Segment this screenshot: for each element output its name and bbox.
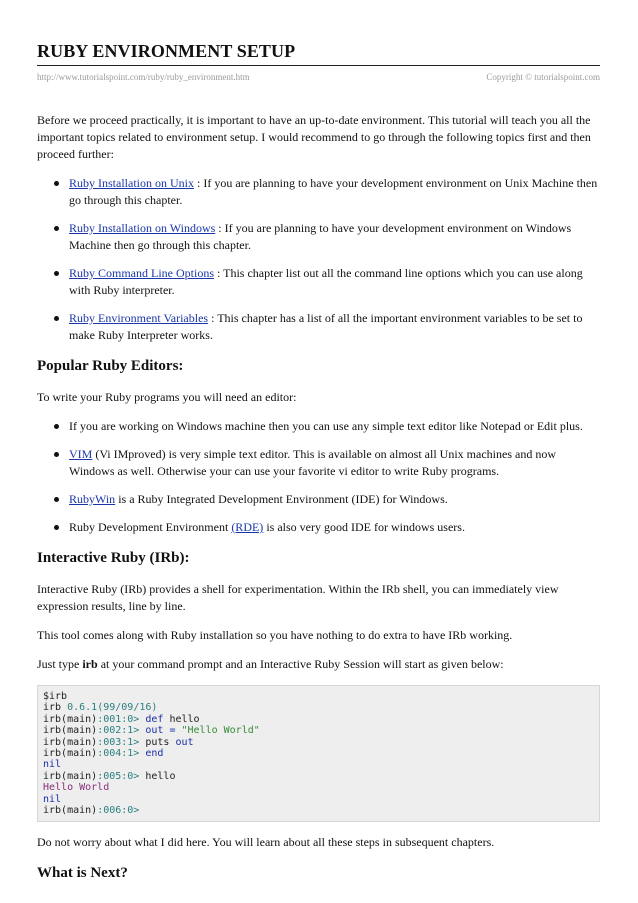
document-body [37,112,600,896]
irb-paragraph-1: Interactive Ruby (IRb) provides a shell for experimentation. Within the IRb shell, you can immediately view expression results, line by line. [37,582,559,613]
code-token: hello [139,770,176,782]
list-item-text: Ruby Development Environment [69,520,232,534]
list-item-text: : If you are planning to have your development environment on Unix Machine then go through this chapter. [69,176,598,207]
irb-code-block [37,685,600,822]
source-url: http://www.tutorialspoint.com/ruby/ruby_environment.htm [37,72,250,82]
irb-paragraph-2: This tool comes along with Ruby installation so you have nothing to do extra to have IRb working. [37,628,513,642]
list-item-text: is a Ruby Integrated Development Environment (IDE) for Windows. [115,492,448,506]
text-span: Just type [37,657,83,671]
link-ruby-environment-variables[interactable]: Ruby Environment Variables [69,311,209,325]
code-token: "Hello World" [181,725,260,737]
bullet-icon [54,271,59,276]
bullet-icon [54,181,59,186]
copyright-notice: Copyright © tutorialspoint.com [486,72,600,82]
list-item-text: (Vi IMproved) is very simple text editor. This is available on almost all Unix machines and now Windows as well. Otherwise your can use your favorite vi editor to write Ruby programs. [69,447,556,478]
code-token: puts [139,736,176,748]
link-vim[interactable]: VIM [69,447,93,461]
list-item-text: : If you are planning to have your development environment on Windows Machine then go through this chapter. [69,221,572,252]
list-item-text: is also very good IDE for windows users. [263,520,465,534]
list-item-text: : This chapter has a list of all the important environment variables to be set to make Ruby Interpreter works. [69,311,583,342]
link-ruby-installation-unix[interactable]: Ruby Installation on Unix [69,176,194,190]
code-line: nil [43,759,62,771]
heading-interactive-ruby: Interactive Ruby (IRb): [37,550,190,566]
list-item [37,446,600,480]
list-item [37,491,600,508]
title-divider [37,65,600,66]
list-item-text: : This chapter list out all the command line options which you can use along with Ruby interpreter. [69,266,583,297]
bullet-icon [54,316,59,321]
code-token: out [175,736,194,748]
list-item [37,265,600,299]
list-item [37,519,600,536]
code-token: :003:1> [97,736,140,748]
bullet-icon [54,226,59,231]
code-token: :004:1> [97,748,140,760]
link-rde[interactable]: (RDE) [231,520,264,534]
heading-what-is-next: What is Next? [37,865,128,882]
after-code-paragraph: Do not worry about what I did here. You will learn about all these steps in subsequent chapters. [37,835,495,850]
text-span: at your command prompt and an Interactive Ruby Session will start as given below: [97,657,504,671]
bullet-icon [54,424,59,429]
code-token: def [139,713,164,725]
link-rubywin[interactable]: RubyWin [69,492,116,506]
intro-paragraph: Before we proceed practically, it is important to have an up-to-date environment. This tutorial will teach you all the important topics related to environment setup. I would recommend to go through the following topics first and then proceed further: [37,113,591,161]
heading-popular-editors: Popular Ruby Editors: [37,358,184,374]
code-token: 0.6.1(99/09/16) [67,702,158,714]
code-token: irb(main) [43,725,98,737]
irb-paragraph-3 [37,656,600,673]
list-item [37,175,600,209]
page-title: RUBY ENVIRONMENT SETUP [37,41,296,61]
code-token: irb [43,702,68,714]
code-line: nil [43,793,62,805]
code-token: hello [163,713,200,725]
code-line: $irb [43,691,68,702]
list-item-text: If you are working on Windows machine then you can use any simple text editor like Notepad or Edit plus. [69,419,583,433]
list-item [37,310,600,344]
code-token: irb(main) [43,805,98,817]
code-token: irb(main) [43,770,98,782]
code-token: :006:0> [97,805,140,817]
topics-list [37,175,600,344]
list-item [37,220,600,254]
code-token: irb(main) [43,748,98,760]
editors-list [37,418,600,536]
bullet-icon [54,497,59,502]
code-token: :005:0> [97,770,140,782]
irb-command: irb [82,657,98,671]
code-token: irb(main) [43,736,98,748]
code-token: :002:1> [97,725,140,737]
code-line: Hello World [43,782,110,794]
link-ruby-command-line-options[interactable]: Ruby Command Line Options [69,266,214,280]
code-token: end [139,748,164,760]
bullet-icon [54,525,59,530]
link-ruby-installation-windows[interactable]: Ruby Installation on Windows [69,221,216,235]
code-token: irb(main) [43,713,98,725]
editors-intro: To write your Ruby programs you will need an editor: [37,390,297,404]
bullet-icon [54,452,59,457]
code-token: out = [139,725,182,737]
list-item [37,418,600,435]
code-token: :001:0> [97,713,140,725]
